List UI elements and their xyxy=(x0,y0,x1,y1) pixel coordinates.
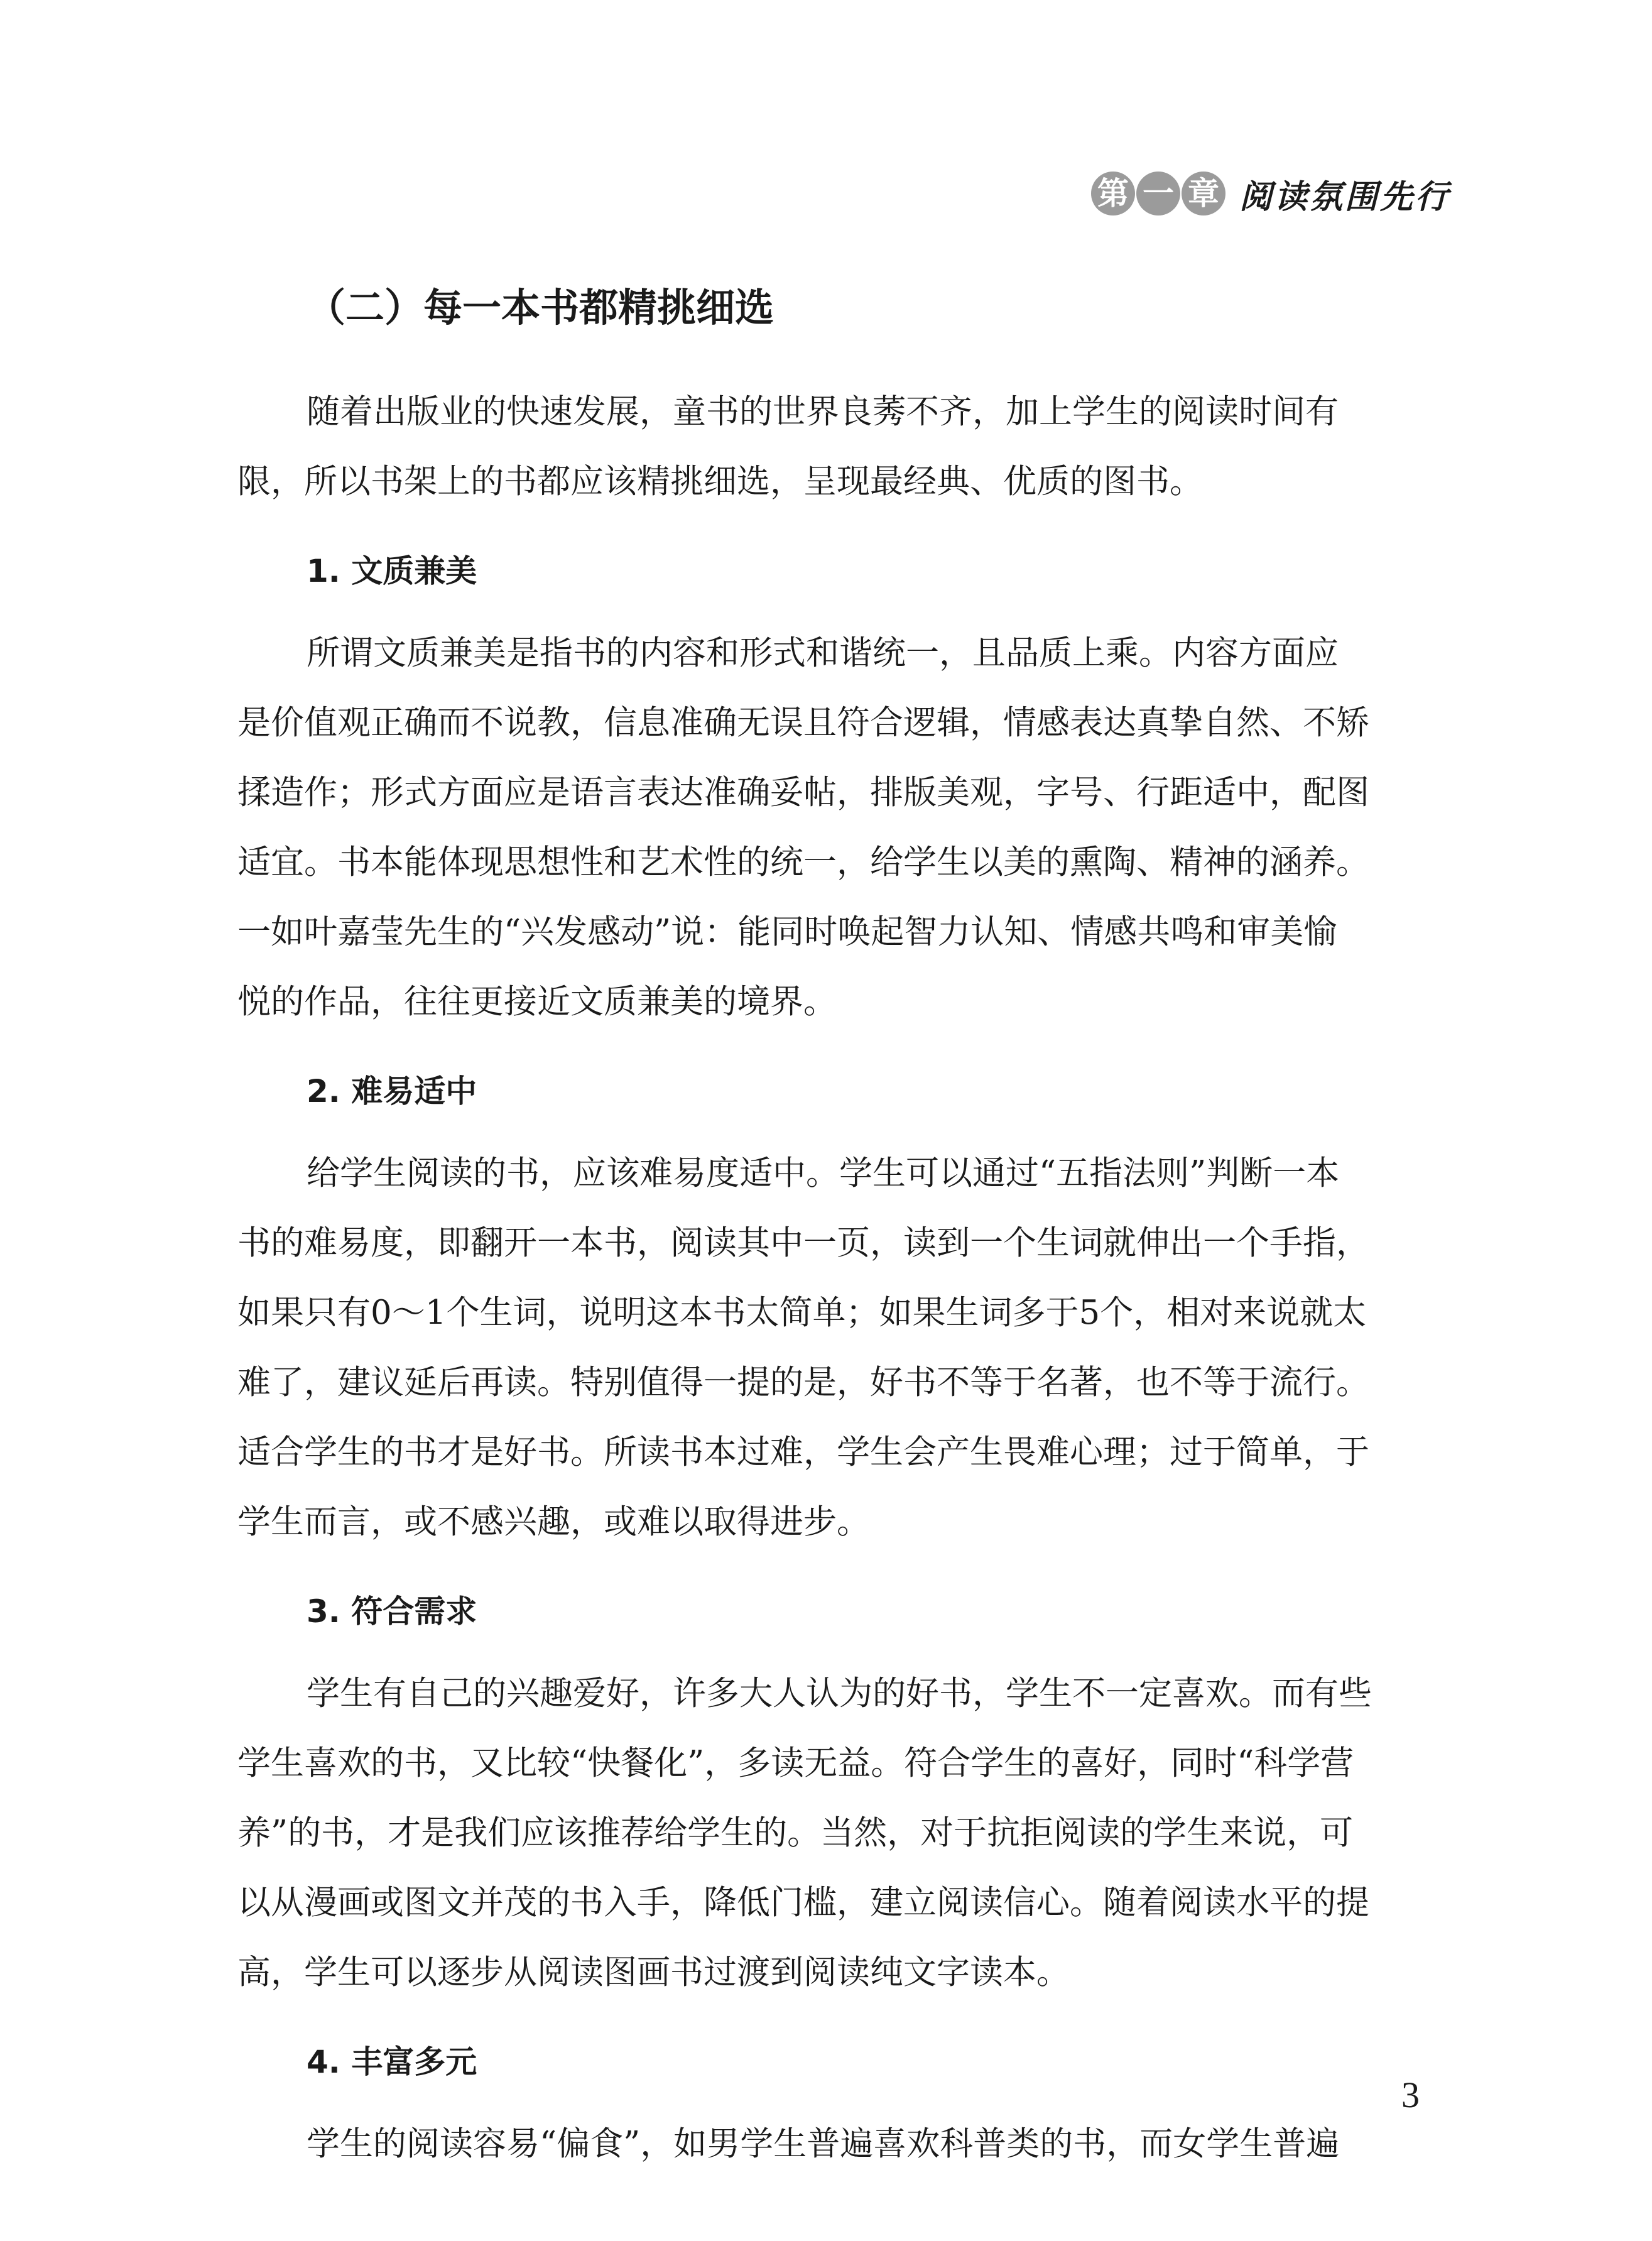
text-line: 随着出版业的快速发展，童书的世界良莠不齐，加上学生的阅读时间有 xyxy=(307,393,1339,431)
subsection-paragraph-3 xyxy=(237,1659,1418,2007)
subsection-paragraph-1 xyxy=(237,618,1418,1037)
text-line: 揉造作；形式方面应是语言表达准确妥帖，排版美观，字号、行距适中，配图 xyxy=(237,773,1369,812)
text-line: 是价值观正确而不说教，信息准确无误且符合逻辑，情感表达真挚自然、不矫 xyxy=(237,704,1369,742)
page-number: 3 xyxy=(1401,2075,1420,2115)
chapter-badge-char-1: 第 xyxy=(1091,172,1135,215)
text-line: 书的难易度，即翻开一本书，阅读其中一页，读到一个生词就伸出一个手指， xyxy=(237,1224,1369,1262)
text-line: 悦的作品，往往更接近文质兼美的境界。 xyxy=(237,983,837,1021)
text-line: 适宜。书本能体现思想性和艺术性的统一，给学生以美的熏陶、精神的涵养。 xyxy=(237,843,1369,881)
chapter-badge-char-3: 章 xyxy=(1182,172,1225,215)
text-line: 适合学生的书才是好书。所读书本过难，学生会产生畏难心理；过于简单，于 xyxy=(237,1433,1369,1471)
section-heading: （二）每一本书都精挑细选 xyxy=(307,285,774,330)
subsection-paragraph-2 xyxy=(237,1138,1418,1557)
text-line: 所谓文质兼美是指书的内容和形式和谐统一，且品质上乘。内容方面应 xyxy=(307,634,1339,672)
text-line: 学生的阅读容易“偏食”，如男学生普遍喜欢科普类的书，而女学生普遍 xyxy=(307,2125,1340,2163)
chapter-badge-char-2: 一 xyxy=(1136,172,1180,215)
subsection-heading-3: 3. 符合需求 xyxy=(307,1593,477,1630)
text-line: 以从漫画或图文并茂的书入手，降低门槛，建立阅读信心。随着阅读水平的提 xyxy=(237,1884,1369,1922)
text-line: 养”的书，才是我们应该推荐给学生的。当然，对于抗拒阅读的学生来说，可 xyxy=(237,1814,1354,1852)
page-body xyxy=(237,276,1418,2179)
subsection-paragraph-4 xyxy=(237,2109,1418,2179)
text-line: 难了，建议延后再读。特别值得一提的是，好书不等于名著，也不等于流行。 xyxy=(237,1363,1369,1402)
subsection-heading-4: 4. 丰富多元 xyxy=(307,2044,477,2080)
subsection-heading-1: 1. 文质兼美 xyxy=(307,553,477,589)
text-line: 学生而言，或不感兴趣，或难以取得进步。 xyxy=(237,1503,870,1541)
text-line: 限，所以书架上的书都应该精挑细选，呈现最经典、优质的图书。 xyxy=(237,462,1203,501)
chapter-title: 阅读氛围先行 xyxy=(1239,178,1451,216)
subsection-heading-2: 2. 难易适中 xyxy=(307,1073,477,1110)
intro-paragraph xyxy=(237,377,1418,516)
text-line: 如果只有0～1个生词，说明这本书太简单；如果生词多于5个，相对来说就太 xyxy=(237,1294,1367,1332)
text-line: 给学生阅读的书，应该难易度适中。学生可以通过“五指法则”判断一本 xyxy=(307,1154,1340,1192)
text-line: 学生喜欢的书，又比较“快餐化”，多读无益。符合学生的喜好，同时“科学营 xyxy=(237,1744,1354,1782)
text-line: 高，学生可以逐步从阅读图画书过渡到阅读纯文字读本。 xyxy=(237,1953,1070,1992)
text-line: 一如叶嘉莹先生的“兴发感动”说：能同时唤起智力认知、情感共鸣和审美愉 xyxy=(237,913,1337,951)
text-line: 学生有自己的兴趣爱好，许多大人认为的好书，学生不一定喜欢。而有些 xyxy=(307,1674,1372,1713)
running-header xyxy=(1091,165,1450,222)
